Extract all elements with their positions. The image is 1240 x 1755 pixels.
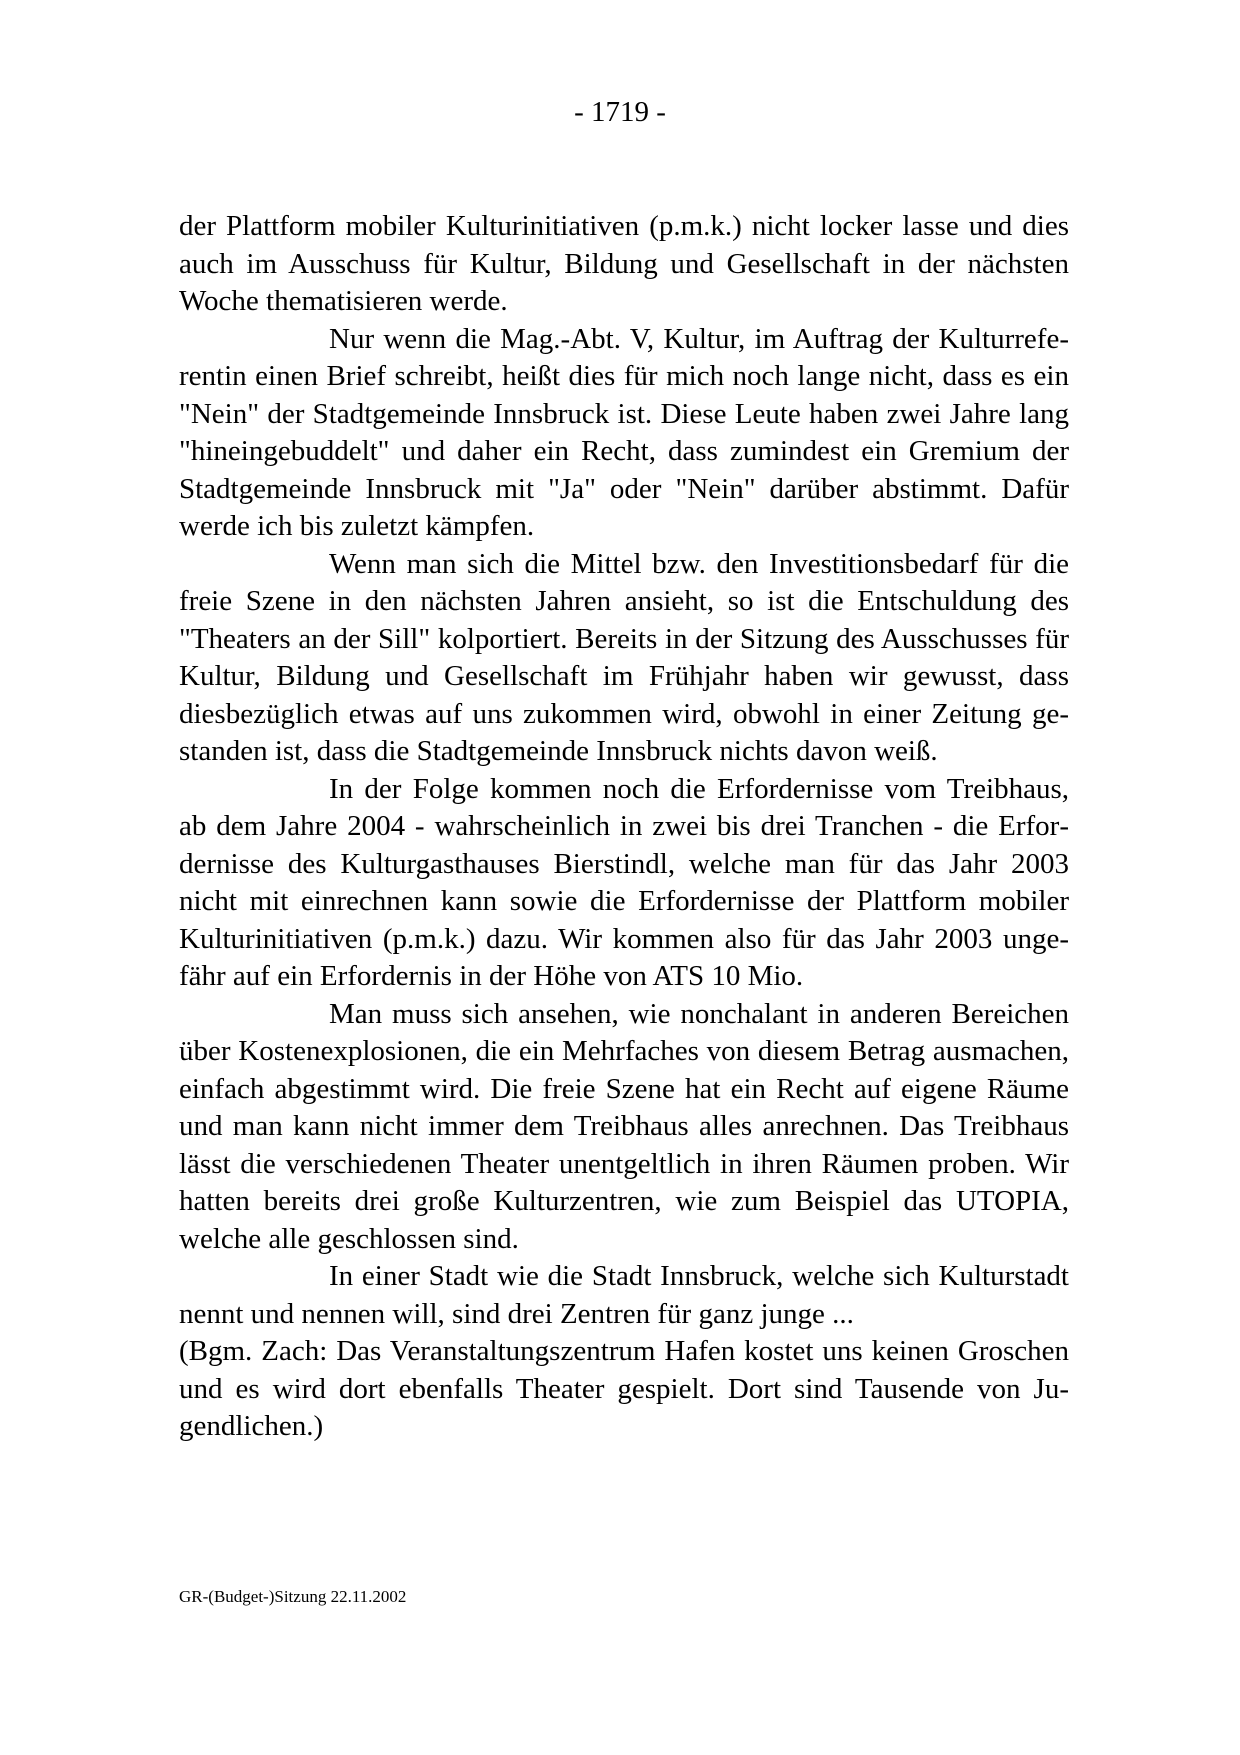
interjection-paragraph: (Bgm. Zach: Das Veranstaltungszentrum Hafen kostet uns keinen Groschen und es wird dort ebenfalls Theater gespielt. Dort sind Tausende von Jugendlichen.) [179,1335,1069,1442]
paragraph-4: In der Folge kommen noch die Erfordernisse vom Treibhaus, ab dem Jahre 2004 - wahrscheinlich in zwei bis drei Tranchen - die Erfordernisse des Kulturgasthauses Bierstindl, welche man für das Jahr 2003 nicht mit einrechnen kann sowie die Erfordernisse der Plattform mobiler Kulturinitiativen (p.m.k.) dazu. Wir kommen also für das Jahr 2003 ungefähr auf ein Erfordernis in der Höhe von ATS 10 Mio. [179,772,1069,992]
document-body [179,208,1069,1446]
footer-session-label: GR-(Budget-)Sitzung 22.11.2002 [179,1587,407,1606]
paragraph-6: In einer Stadt wie die Stadt Innsbruck, welche sich Kulturstadt nennt und nennen will, sind drei Zentren für ganz junge ... [179,1260,1069,1330]
paragraph-1: der Plattform mobiler Kulturinitiativen (p.m.k.) nicht locker lasse und dies auch im Ausschuss für Kultur, Bildung und Gesellschaft in der nächsten Woche thematisieren werde. [179,210,1069,317]
paragraph-2: Nur wenn die Mag.-Abt. V, Kultur, im Auftrag der Kulturreferentin einen Brief schreibt, heißt dies für mich noch lange nicht, dass es ein "Nein" der Stadtgemeinde Innsbruck ist. Diese Leute haben zwei Jahre lang "hineingebuddelt" und daher ein Recht, dass zumindest ein Gremium der Stadtgemeinde Innsbruck mit "Ja" oder "Nein" darüber abstimmt. Dafür werde ich bis zuletzt kämpfen. [179,322,1069,542]
paragraph-5: Man muss sich ansehen, wie nonchalant in anderen Bereichen über Kostenexplosionen, die ein Mehrfaches von diesem Betrag ausmachen, einfach abgestimmt wird. Die freie Szene hat ein Recht auf eigene Räume und man kann nicht immer dem Treibhaus alles anrechnen. Das Treibhaus lässt die verschiedenen Theater unentgeltlich in ihren Räumen proben. Wir hatten bereits drei große Kulturzentren, wie zum Beispiel das UTOPIA, welche alle geschlossen sind. [179,997,1069,1255]
page-number: - 1719 - [574,96,666,128]
paragraph-3: Wenn man sich die Mittel bzw. den Investitionsbedarf für die freie Szene in den nächsten Jahren ansieht, so ist die Entschuldung des "Theaters an der Sill" kolportiert. Bereits in der Sitzung des Ausschusses für Kultur, Bildung und Gesellschaft im Frühjahr haben wir gewusst, dass diesbezüglich etwas auf uns zukommen wird, obwohl in einer Zeitung gestanden ist, dass die Stadtgemeinde Innsbruck nichts davon weiß. [179,547,1069,767]
